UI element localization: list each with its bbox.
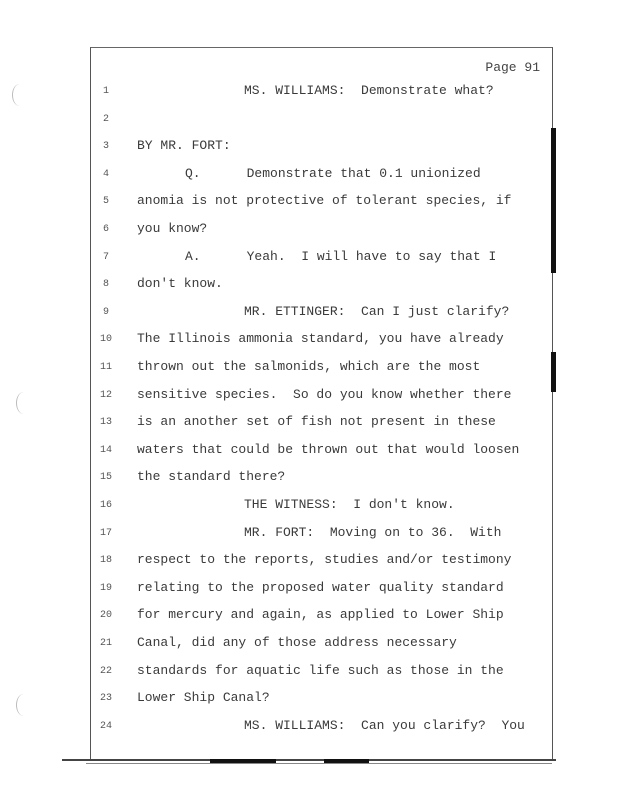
transcript-line [0,166,622,186]
line-text: MR. FORT: Moving on to 36. With [244,524,502,540]
transcript-line [0,580,622,600]
line-text: is an another set of fish not present in these [137,414,496,430]
transcript-line [0,387,622,407]
qa-marker: A. [185,248,201,264]
line-text: standards for aquatic life such as those in the [137,662,504,678]
line-number: 21 [99,638,112,649]
line-number: 16 [99,500,112,511]
line-text: sensitive species. So do you know whether there [137,386,512,402]
qa-text: Demonstrate that 0.1 unionized [246,165,481,181]
qa-text: Yeah. I will have to say that I [246,248,497,264]
line-number: 17 [99,527,112,539]
line-number: 1 [102,86,109,97]
transcript-line [0,690,622,710]
line-text [185,249,496,264]
line-text: respect to the reports, studies and/or testimony [137,552,512,568]
transcript-line [0,663,622,683]
line-number: 11 [99,362,112,373]
line-number: 3 [102,141,109,153]
transcript-line [0,552,622,572]
transcript-line [0,718,622,738]
line-text: anomia is not protective of tolerant species, if [137,193,512,209]
line-text: the standard there? [137,469,286,485]
line-text: MS. WILLIAMS: Can you clarify? You [244,717,525,733]
line-text: THE WITNESS: I don't know. [244,497,455,512]
transcript-line [0,469,622,489]
transcript-line [0,138,622,158]
line-number: 7 [102,251,109,263]
transcript-line [0,525,622,545]
line-text [185,166,481,181]
line-number: 5 [102,196,109,208]
page-number: Page 91 [485,60,540,75]
line-number: 20 [99,610,112,622]
line-number: 23 [99,693,112,705]
transcript-line [0,635,622,655]
transcript-line [0,331,622,351]
line-text: MS. WILLIAMS: Demonstrate what? [244,83,494,98]
transcript-line [0,414,622,434]
line-number: 10 [99,334,112,346]
transcript-line [0,193,622,213]
line-text: relating to the proposed water quality standard [137,579,504,595]
transcript-line [0,111,622,131]
transcript-line [0,497,622,517]
transcript-line [0,607,622,627]
transcript-line [0,276,622,296]
line-text: Canal, did any of those address necessary [137,635,457,650]
line-text: Lower Ship Canal? [137,690,270,706]
bottom-rule [62,759,556,761]
transcript-line [0,221,622,241]
line-number: 6 [102,224,109,235]
line-number: 9 [102,306,109,318]
line-text: BY MR. FORT: [137,138,231,154]
line-text: for mercury and again, as applied to Lower Ship [137,607,504,623]
line-number: 4 [102,168,109,180]
line-number: 13 [99,417,112,429]
bottom-rule-secondary [86,763,552,764]
transcript-line [0,83,622,103]
line-text: MR. ETTINGER: Can I just clarify? [244,303,510,319]
line-number: 14 [99,444,112,456]
line-text: thrown out the salmonids, which are the most [137,359,481,374]
line-number: 18 [99,555,112,567]
line-number: 19 [99,582,112,594]
line-number: 15 [99,472,112,484]
transcript-line [0,249,622,269]
line-text: you know? [137,221,208,236]
transcript-line [0,304,622,324]
transcript-line [0,442,622,462]
line-text: don't know. [137,276,223,292]
scan-mark-bottom-left [210,759,276,763]
line-number: 8 [102,279,109,291]
line-text: waters that could be thrown out that would loosen [137,441,520,457]
line-text: The Illinois ammonia standard, you have already [137,331,504,347]
line-number: 2 [102,113,109,125]
line-number: 12 [99,389,112,401]
qa-marker: Q. [185,165,201,181]
scan-mark-bottom-right [324,759,369,763]
transcript-line [0,359,622,379]
line-number: 24 [99,720,112,732]
line-number: 22 [99,665,112,677]
